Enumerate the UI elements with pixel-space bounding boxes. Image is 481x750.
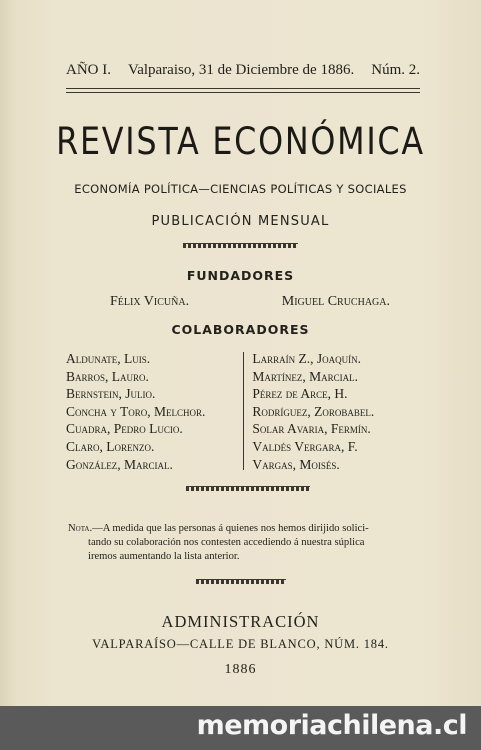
collaborators-heading: COLABORADORES bbox=[171, 322, 310, 337]
collaborator-name: Rodríguez, Zorobabel. bbox=[252, 403, 375, 419]
issue-number: Núm. 2. bbox=[371, 62, 420, 78]
header-rule bbox=[66, 88, 420, 93]
watermark-logo: memoriachilena.cl bbox=[196, 710, 467, 741]
founders-heading: FUNDADORES bbox=[186, 268, 295, 283]
administration-heading: ADMINISTRACIÓN bbox=[161, 612, 320, 631]
issue-year: AÑO I. bbox=[66, 62, 111, 78]
note-line: iremos aumentando la lista anterior. bbox=[88, 551, 240, 562]
journal-title: REVISTA ECONÓMICA bbox=[56, 120, 425, 163]
ornamental-rule bbox=[183, 243, 298, 248]
note-line: tando su colaboración nos contesten accediendo á nuestra súplica bbox=[88, 537, 365, 548]
collaborators-right-column bbox=[252, 350, 420, 473]
collaborator-name: Cuadra, Pedro Lucio. bbox=[66, 421, 183, 437]
collaborators-left-column bbox=[66, 350, 243, 473]
ornamental-rule bbox=[196, 579, 286, 584]
ornamental-rule bbox=[186, 486, 310, 491]
founder-name: Miguel Cruchaga. bbox=[281, 294, 390, 309]
column-divider bbox=[243, 352, 244, 470]
founders-list bbox=[110, 294, 390, 310]
collaborator-name: Claro, Lorenzo. bbox=[66, 438, 155, 454]
collaborator-name: Concha y Toro, Melchor. bbox=[66, 403, 206, 419]
founder-name: Félix Vicuña. bbox=[110, 294, 190, 309]
collaborator-name: Barros, Lauro. bbox=[66, 368, 149, 384]
collaborator-name: Larraín Z., Joaquín. bbox=[252, 351, 362, 366]
collaborator-name: González, Marcial. bbox=[66, 456, 173, 472]
collaborator-name: Bernstein, Julio. bbox=[66, 386, 156, 402]
note-label: Nota. bbox=[68, 523, 93, 534]
collaborator-name: Vargas, Moisés. bbox=[252, 456, 340, 472]
administration-address: VALPARAÍSO—CALLE DE BLANCO, NÚM. 184. bbox=[92, 637, 389, 651]
journal-subtitle: ECONOMÍA POLÍTICA—CIENCIAS POLÍTICAS Y SOCIALES bbox=[74, 182, 407, 196]
collaborator-name: Martínez, Marcial. bbox=[252, 368, 359, 384]
editorial-note bbox=[68, 522, 418, 564]
collaborator-name: Solar Avaria, Fermín. bbox=[252, 421, 371, 437]
issue-header bbox=[66, 62, 420, 79]
publication-year: 1886 bbox=[224, 662, 257, 677]
watermark-bar bbox=[0, 706, 481, 750]
collaborators-list bbox=[66, 350, 420, 473]
note-line: —A medida que las personas á quienes nos hemos dirijido solici- bbox=[92, 523, 369, 534]
publication-frequency: PUBLICACIÓN MENSUAL bbox=[151, 214, 330, 229]
collaborator-name: Valdés Vergara, F. bbox=[252, 438, 358, 454]
collaborator-name: Pérez de Arce, H. bbox=[252, 386, 348, 402]
place-date: Valparaiso, 31 de Diciembre de 1886. bbox=[128, 62, 355, 78]
collaborator-name: Aldunate, Luis. bbox=[66, 351, 151, 366]
